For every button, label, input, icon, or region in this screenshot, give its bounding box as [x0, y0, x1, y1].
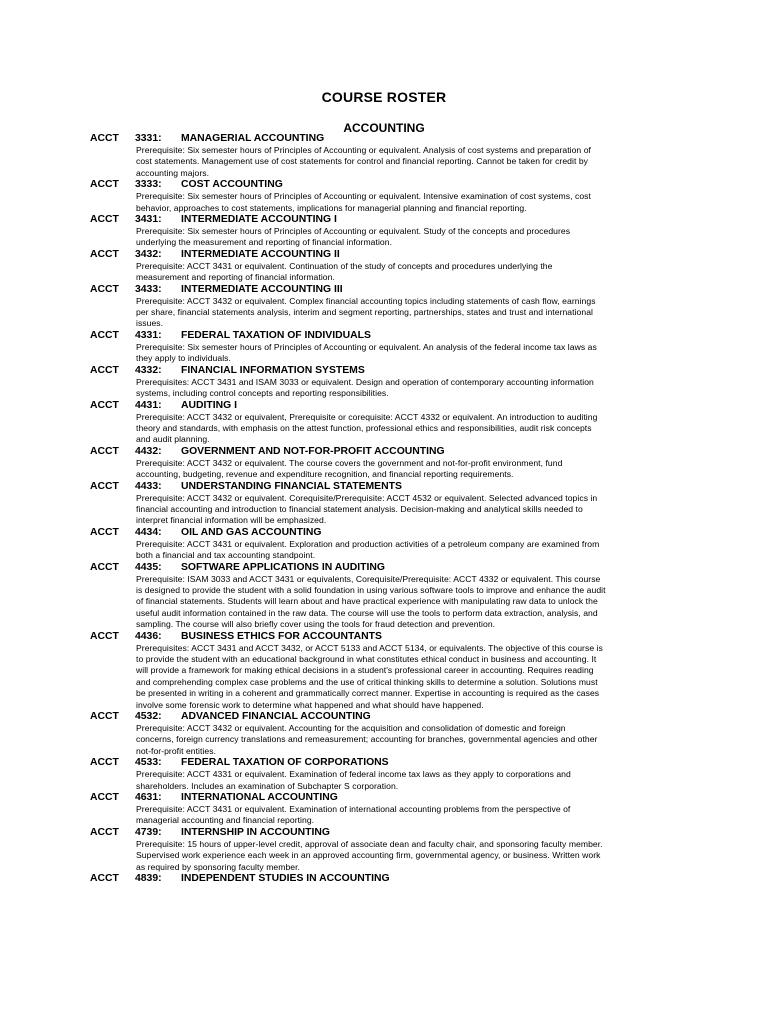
course-entry [90, 365, 690, 400]
course-dept: ACCT [90, 792, 119, 804]
course-number: 4332: [135, 364, 162, 376]
course-name: GOVERNMENT AND NOT-FOR-PROFIT ACCOUNTING [181, 445, 445, 457]
course-name: SOFTWARE APPLICATIONS IN AUDITING [181, 561, 385, 573]
course-entry [90, 179, 690, 214]
course-number: 4433: [135, 480, 162, 492]
course-dept: ACCT [90, 214, 119, 226]
course-name: INTERMEDIATE ACCOUNTING III [181, 283, 343, 295]
course-number: 4436: [135, 630, 162, 642]
course-dept: ACCT [90, 179, 119, 191]
course-description: Prerequisite: Six semester hours of Principles of Accounting or equivalent. Analysis of cost systems and preparation of cost statements. Management use of cost statements for control and financial reporting. Cannot be taken for credit by accounting majors. [136, 145, 591, 178]
course-entry [90, 284, 690, 330]
course-list [90, 133, 690, 885]
course-description: Prerequisite: 15 hours of upper-level credit, approval of associate dean and faculty chair, and sponsoring faculty member. Supervised work experience each week in an approved accounting firm, governmental agency, or business. Written work as required by sponsoring faculty member. [136, 838, 603, 872]
course-heading [90, 562, 690, 574]
course-number: 3431: [135, 214, 162, 226]
course-entry [90, 249, 690, 284]
course-dept: ACCT [90, 248, 119, 260]
course-dept: ACCT [90, 873, 119, 885]
course-dept: ACCT [90, 364, 119, 376]
course-entry [90, 214, 690, 249]
page-title: COURSE ROSTER [321, 89, 447, 105]
course-description: Prerequisites: ACCT 3431 and ACCT 3432, or ACCT 5133 and ACCT 5134, or equivalents. The objective of this course is to provide the student with an educational background in what constitutes ethical conduct in business and accounting. It will provide a framework for making ethical decisions in a student's professional career in accounting. Requires reading and comprehending complex case problems and the use of critical thinking skills to determine a solution. Solutions must be presented in writing in a coherent and grammatically correct manner. Expertise in accounting is required as the cases involve some forensic work to determine what happened and what should have happened. [136, 642, 603, 710]
course-name: OIL AND GAS ACCOUNTING [181, 526, 322, 538]
course-dept: ACCT [90, 445, 119, 457]
course-heading [90, 711, 690, 723]
course-heading [90, 249, 690, 261]
course-dept: ACCT [90, 757, 119, 769]
course-entry [90, 792, 690, 827]
course-dept: ACCT [90, 561, 119, 573]
course-entry [90, 757, 690, 792]
course-description: Prerequisite: Six semester hours of Principles of Accounting or equivalent. Study of the concepts and procedures underlying the measurement and reporting of financial information. [136, 226, 571, 248]
course-number: 3432: [135, 248, 162, 260]
course-number: 4739: [135, 826, 162, 838]
course-number: 4532: [135, 711, 162, 723]
course-dept: ACCT [90, 329, 119, 341]
course-number: 3331: [135, 133, 162, 144]
course-heading [90, 446, 690, 458]
course-description: Prerequisite: ACCT 3432 or equivalent, Prerequisite or corequisite: ACCT 4332 or equivalent. An introduction to auditing theory and standards, with emphasis on the attest function, professional ethics and responsibilities, audit risk concepts and audit planning. [136, 411, 598, 445]
course-description: Prerequisite: ACCT 3432 or equivalent. The course covers the government and not-for-profit environment, fund accounting, budgeting, revenue and expenditure recognition, and financial reporting requirements. [136, 457, 563, 480]
course-name: INTERMEDIATE ACCOUNTING I [181, 214, 337, 226]
course-name: AUDITING I [181, 399, 237, 411]
course-entry [90, 562, 690, 631]
course-heading [90, 481, 690, 493]
course-description: Prerequisite: ACCT 3431 or equivalent. Exploration and production activities of a petroleum company are examined from both a financial and tax accounting standpoint. [136, 538, 600, 561]
course-number: 4533: [135, 757, 162, 769]
course-dept: ACCT [90, 526, 119, 538]
course-number: 3333: [135, 179, 162, 191]
course-entry [90, 446, 690, 481]
course-description: Prerequisite: ACCT 3431 or equivalent. Examination of international accounting problems from the perspective of managerial accounting and financial reporting. [136, 804, 571, 826]
course-entry [90, 827, 690, 873]
course-description: Prerequisite: ACCT 3432 or equivalent. Complex financial accounting topics including statements of cash flow, earnings per share, financial statements analysis, interim and segment reporting, partnerships, states and trust and international issues. [136, 295, 596, 329]
course-name: UNDERSTANDING FINANCIAL STATEMENTS [181, 480, 402, 492]
course-number: 4431: [135, 399, 162, 411]
course-number: 4434: [135, 526, 162, 538]
course-name: INTERNSHIP IN ACCOUNTING [181, 826, 330, 838]
course-heading [90, 330, 690, 342]
course-description: Prerequisite: ACCT 3432 or equivalent. Corequisite/Prerequisite: ACCT 4532 or equivalent. Selected advanced topics in financial accounting and introduction to financial statement analysis. Decision-making and analytical skills needed to interpret financial information will be emphasized. [136, 492, 598, 526]
course-number: 4631: [135, 792, 162, 804]
course-entry [90, 481, 690, 527]
course-dept: ACCT [90, 711, 119, 723]
course-entry [90, 873, 690, 885]
course-entry [90, 400, 690, 446]
course-name: FEDERAL TAXATION OF CORPORATIONS [181, 757, 389, 769]
course-heading [90, 631, 690, 643]
course-entry [90, 527, 690, 562]
course-description: Prerequisites: ACCT 3431 and ISAM 3033 or equivalent. Design and operation of contemporary accounting information systems, including control concepts and reporting responsibilities. [136, 376, 594, 399]
course-name: BUSINESS ETHICS FOR ACCOUNTANTS [181, 630, 382, 642]
course-heading [90, 873, 690, 885]
course-heading [90, 365, 690, 377]
course-dept: ACCT [90, 283, 119, 295]
course-heading [90, 133, 690, 145]
course-heading [90, 527, 690, 539]
course-name: INTERMEDIATE ACCOUNTING II [181, 248, 340, 260]
course-name: ADVANCED FINANCIAL ACCOUNTING [181, 711, 371, 723]
course-description: Prerequisite: ACCT 3431 or equivalent. Continuation of the study of concepts and procedures underlying the measurement and reporting of financial information. [136, 260, 553, 283]
section-title: ACCOUNTING [343, 121, 425, 135]
course-entry [90, 133, 690, 179]
course-name: INDEPENDENT STUDIES IN ACCOUNTING [181, 873, 390, 885]
course-number: 4432: [135, 445, 162, 457]
course-dept: ACCT [90, 630, 119, 642]
course-number: 4331: [135, 329, 162, 341]
course-name: FINANCIAL INFORMATION SYSTEMS [181, 364, 365, 376]
course-name: INTERNATIONAL ACCOUNTING [181, 792, 338, 804]
course-entry [90, 330, 690, 365]
course-name: COST ACCOUNTING [181, 179, 283, 191]
course-heading [90, 214, 690, 226]
course-description: Prerequisite: ACCT 3432 or equivalent. Accounting for the acquisition and consolidation of domestic and foreign concerns, foreign currency translations and remeasurement; accounting for branches, governmental agencies and other not-for-profit entities. [136, 723, 598, 756]
course-heading [90, 757, 690, 769]
course-description: Prerequisite: Six semester hours of Principles of Accounting or equivalent. An analysis of the federal income tax laws as they apply to individuals. [136, 341, 597, 364]
course-description: Prerequisite: ISAM 3033 and ACCT 3431 or equivalents, Corequisite/Prerequisite: ACCT 4332 or equivalent. This course is designed to provide the student with a solid foundation in using various software tools to improve and enhance the audit of financial statements. Students will learn about and have practical experience with manipulating raw data to unlock the useful audit information contained in the raw data. The course will use the tools to perform data extraction, analysis, and sampling. The course will also briefly cover using the tools for fraud detection and prevention. [136, 573, 606, 630]
course-entry [90, 711, 690, 757]
course-heading [90, 179, 690, 191]
course-dept: ACCT [90, 133, 119, 144]
course-description: Prerequisite: ACCT 4331 or equivalent. Examination of federal income tax laws as they apply to corporations and shareholders. Includes an examination of Subchapter S corporation. [136, 769, 571, 791]
course-dept: ACCT [90, 399, 119, 411]
course-dept: ACCT [90, 826, 119, 838]
course-name: FEDERAL TAXATION OF INDIVIDUALS [181, 329, 371, 341]
course-description: Prerequisite: Six semester hours of Principles of Accounting or equivalent. Intensive examination of cost systems, cost behavior, approaches to cost statements, implications for managerial planning and financial reporting. [136, 191, 591, 213]
course-number: 3433: [135, 283, 162, 295]
course-number: 4839: [135, 873, 162, 885]
course-dept: ACCT [90, 480, 119, 492]
course-heading [90, 284, 690, 296]
course-number: 4435: [135, 561, 162, 573]
course-heading [90, 792, 690, 804]
course-entry [90, 631, 690, 711]
course-heading [90, 400, 690, 412]
course-name: MANAGERIAL ACCOUNTING [181, 133, 325, 144]
course-heading [90, 827, 690, 839]
